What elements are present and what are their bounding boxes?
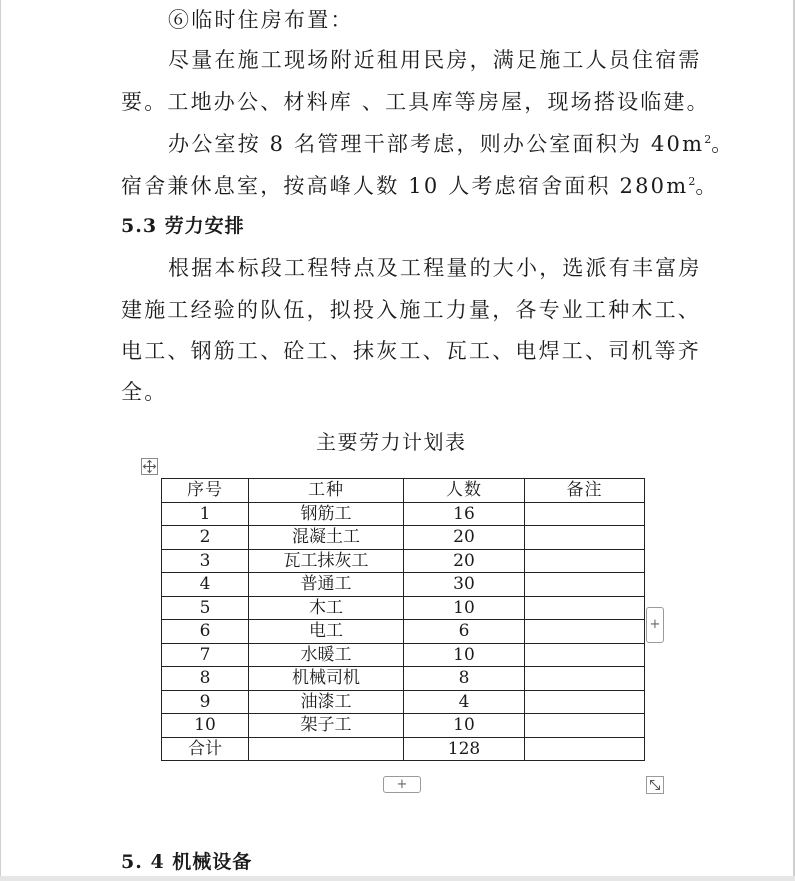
- header-cell[interactable]: 序号: [162, 479, 249, 503]
- table-cell[interactable]: 钢筋工: [249, 502, 404, 526]
- table-cell[interactable]: 油漆工: [249, 690, 404, 714]
- section-heading-5-3: 5.3 劳力安排: [121, 215, 245, 237]
- table-cell[interactable]: 普通工: [249, 573, 404, 597]
- table-cell[interactable]: 16: [404, 502, 525, 526]
- section-heading-5-4: 5. 4 机械设备: [121, 851, 253, 873]
- table-cell[interactable]: [525, 690, 645, 714]
- dorm-area-text: 宿舍兼休息室，按高峰人数 10 人考虑宿舍面积 280m: [121, 174, 689, 198]
- page-bottom-band: [0, 876, 795, 881]
- labor-plan-table[interactable]: [161, 478, 645, 761]
- move-arrows-icon: [142, 459, 157, 474]
- table-header-row: [162, 479, 645, 503]
- total-value-cell[interactable]: 128: [404, 737, 525, 761]
- table-cell[interactable]: 4: [162, 573, 249, 597]
- table-cell[interactable]: 1: [162, 502, 249, 526]
- table-cell[interactable]: [525, 714, 645, 738]
- table-row: [162, 573, 645, 597]
- table-row: [162, 667, 645, 691]
- superscript: 2: [688, 175, 696, 188]
- table-move-handle[interactable]: [141, 458, 158, 475]
- table-cell[interactable]: [525, 502, 645, 526]
- table-cell[interactable]: 瓦工抹灰工: [249, 549, 404, 573]
- table-resize-handle[interactable]: [646, 776, 664, 794]
- table-row: [162, 549, 645, 573]
- header-cell[interactable]: 工种: [249, 479, 404, 503]
- table-cell[interactable]: 木工: [249, 596, 404, 620]
- table-cell[interactable]: 架子工: [249, 714, 404, 738]
- table-cell[interactable]: 2: [162, 526, 249, 550]
- table-cell[interactable]: [249, 737, 404, 761]
- table-cell[interactable]: 20: [404, 526, 525, 550]
- table-cell[interactable]: 10: [404, 714, 525, 738]
- table-cell[interactable]: [525, 596, 645, 620]
- paragraph-line: 全。: [121, 380, 168, 404]
- paragraph-line: 电工、钢筋工、砼工、抹灰工、瓦工、电焊工、司机等齐: [121, 339, 701, 363]
- table-cell[interactable]: [525, 573, 645, 597]
- table-row: [162, 526, 645, 550]
- paragraph-line: [121, 172, 719, 200]
- table-row: [162, 643, 645, 667]
- table-cell[interactable]: 20: [404, 549, 525, 573]
- table-row: [162, 714, 645, 738]
- paragraph-line: 尽量在施工现场附近租用民房，满足施工人员住宿需: [168, 48, 702, 72]
- table-cell[interactable]: 6: [404, 620, 525, 644]
- table-cell[interactable]: [525, 667, 645, 691]
- table-cell[interactable]: 电工: [249, 620, 404, 644]
- table-row: [162, 690, 645, 714]
- table-row: [162, 620, 645, 644]
- table-cell[interactable]: 10: [404, 643, 525, 667]
- header-cell[interactable]: 人数: [404, 479, 525, 503]
- table-cell[interactable]: [525, 549, 645, 573]
- table-cell[interactable]: 9: [162, 690, 249, 714]
- total-label-cell[interactable]: 合计: [162, 737, 249, 761]
- punctuation: 。: [711, 132, 735, 156]
- page-left-edge: [0, 0, 1, 881]
- add-column-button[interactable]: +: [646, 607, 664, 643]
- table-row: [162, 502, 645, 526]
- table-cell[interactable]: 混凝土工: [249, 526, 404, 550]
- table-cell[interactable]: 7: [162, 643, 249, 667]
- table-cell[interactable]: 3: [162, 549, 249, 573]
- table-cell[interactable]: 5: [162, 596, 249, 620]
- table-total-row: [162, 737, 645, 761]
- add-row-button[interactable]: +: [383, 776, 421, 793]
- resize-diagonal-icon: [647, 777, 663, 793]
- table-cell[interactable]: [525, 620, 645, 644]
- table-row: [162, 596, 645, 620]
- table-cell[interactable]: 水暖工: [249, 643, 404, 667]
- paragraph-line: 要。工地办公、材料库 、工具库等房屋，现场搭设临建。: [121, 90, 710, 114]
- paragraph-line: [168, 130, 734, 158]
- punctuation: 。: [695, 174, 719, 198]
- table-cell[interactable]: 30: [404, 573, 525, 597]
- table-cell[interactable]: 6: [162, 620, 249, 644]
- superscript: 2: [704, 133, 712, 146]
- table-cell[interactable]: 机械司机: [249, 667, 404, 691]
- table-cell[interactable]: [525, 643, 645, 667]
- paragraph-line: 建施工经验的队伍，拟投入施工力量，各专业工种木工、: [121, 298, 701, 322]
- header-cell[interactable]: 备注: [525, 479, 645, 503]
- table-cell[interactable]: 8: [404, 667, 525, 691]
- table-cell[interactable]: 10: [162, 714, 249, 738]
- table-cell[interactable]: 10: [404, 596, 525, 620]
- table-cell[interactable]: 4: [404, 690, 525, 714]
- table-cell[interactable]: [525, 737, 645, 761]
- table-cell[interactable]: [525, 526, 645, 550]
- paragraph-line: 根据本标段工程特点及工程量的大小，选派有丰富房: [168, 256, 702, 280]
- office-area-text: 办公室按 8 名管理干部考虑，则办公室面积为 40m: [168, 132, 705, 156]
- item6-heading: ⑥临时住房布置：: [168, 8, 354, 32]
- table-cell[interactable]: 8: [162, 667, 249, 691]
- table-title: 主要劳力计划表: [316, 430, 467, 454]
